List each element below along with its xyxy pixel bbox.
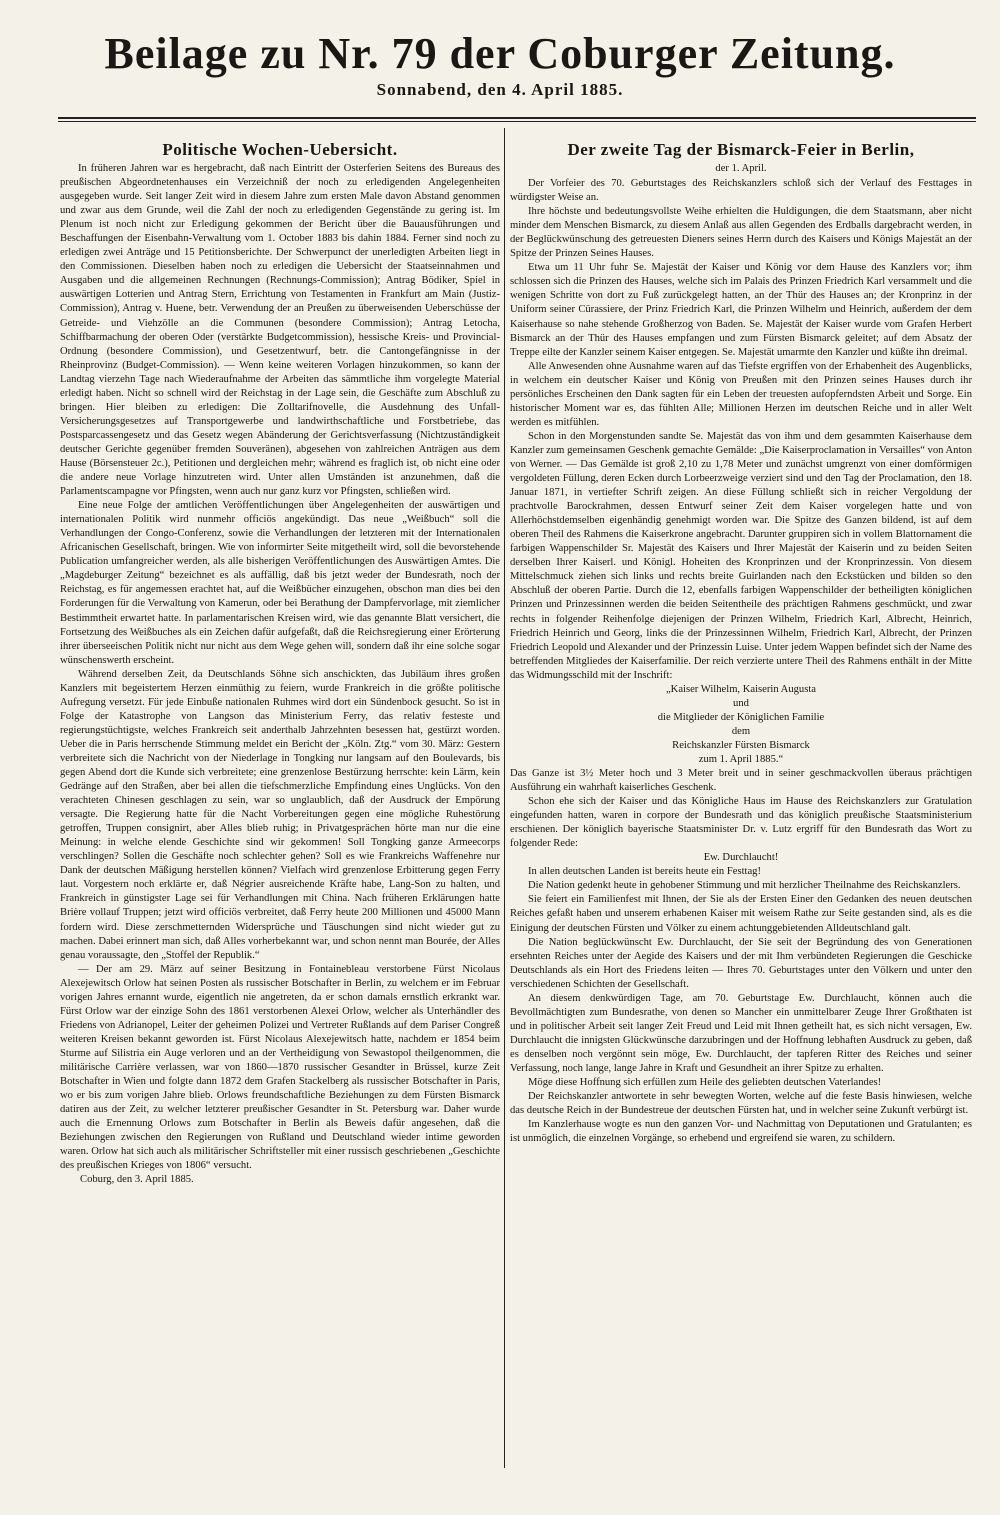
speech-paragraph: Sie feiert ein Familienfest mit Ihnen, der Sie als der Ersten Einer den Gedanken des neuen deutschen Reiches gefaßt haben und unserem erhabenen Kaiser mit weisem Rathe zur Seite gestanden sind, als es die Einigung der deutschen Fürsten und Völker zu einem achtunggebietenden Alldeutschland galt. <box>510 894 972 934</box>
speech-paragraph: In allen deutschen Landen ist bereits heute ein Festtag! <box>528 866 761 878</box>
paragraph: Während derselben Zeit, da Deutschlands Söhne sich anschickten, das Jubiläum ihres großen Kanzlers mit begeistertem Herzen einmüthig zu feiern, wurde Frankreich in die größte politische Aufregung versetzt. Für jede Einbuße nationalen Ruhmes wird dort ein Sündenbock gesucht. So ist in Folge der Katastrophe von Langson das Ministerium Ferry, das relativ festeste und regierungstüchtigste, welches Frankreich seit anderthalb Jahrzehnten besessen hat, gestürzt worden. Ueber die in Paris herrschende Stimmung meldet ein Bericht der „Köln. Ztg.“ vom 30. März: Gestern verbreitete sich die Nachricht von der Niederlage in Tongking nur langsam auf den Boulevards, bis gegen Abend dort die Kunde sich verbreitete; eine grenzenlose Bestürzung herrschte: kein Lärm, kein Gedränge auf den Straßen, aber bei allen die tiefschmerzliche Empfindung eines Unglücks. Von den verachteten Chinesen geschlagen zu sein, war so unglaublich, daß der Ausdruck der Empörung versagte. Die Regierung hatte für die Nacht Vorbereitungen gegen eine mögliche Ruhestörung getroffen, Truppen consignirt, aber Alles blieb ruhig; in Privatgesprächen hörte man nur die eine Meinung: in welche elende Geschichte sind wir gekommen! Soll Tongking ganze Armeecorps verschlingen? Sollen die Geschäfte noch schlechter gehen? Soll es wie Frankreichs Waffenehre nur Dank der deutschen Mäßigung herstellen können? Vielfach wird grenzenlose Erbitterung gegen Ferry laut. Vorgestern noch erklärte er, daß Négrier ausreichende Kräfte habe, Lang-Son zu halten, und Frankreich in günstigster Lage sei für Verhandlungen mit China. Nach früheren Erklärungen hatte Brière vollauf Truppen; jetzt wird officiös verbreitet, daß Ferry heute 200 Millionen und 45000 Mann fordern wird. Diese zerschmetternden Widersprüche und Täuschungen sind nicht wieder gut zu machen. Dabei erinnert man sich, daß Alles vorherbekannt war, und schon nennt man Bourée, der Alles genau voraussagte, den „Stoffel der Republik.“ <box>60 668 500 961</box>
masthead-date: Sonnabend, den 4. April 1885. <box>376 80 624 99</box>
paragraph: Der Reichskanzler antwortete in sehr bewegten Worten, welche auf die feste Basis hinwiesen, welche das deutsche Reich in der Bundestreue der deutschen Fürsten hat, und in welcher seine Zukunft verbürgt ist. <box>510 1091 972 1117</box>
speech-paragraph: An diesem denkwürdigen Tage, am 70. Geburtstage Ew. Durchlaucht, können auch die Bevollmächtigten zum Bundesrathe, von denen so Mancher ein unmittelbarer Zeuge Ihrer Großthaten ist und in politischer Arbeit seit langer Zeit Freud und Leid mit Ihnen getheilt hat, es sich nicht versagen, Ew. Durchlaucht die innigsten Glückwünsche darzubringen und der Hoffnung lebhaften Ausdruck zu geben, daß es denselben noch vergönnt sein möge, Ew. Durchlaucht, der tapferen Ritter des Reiches und seiner Verfassung, noch lange, lange Jahre in Kraft und Gesundheit an ihrer Spitze zu erhalten. <box>510 992 972 1074</box>
speech-paragraph: Die Nation beglückwünscht Ew. Durchlaucht, der Sie seit der Begründung des von Generationen ersehnten Reiches unter der Aegide des Kaisers und der mit Ihm verbündeten Regierungen die Geschicke Deutschlands als ein Hort des Friedens leiten — Ihres 70. Geburtstages unter den Völkern und unter den verschiedenen Schichten der Gesellschaft. <box>510 936 972 990</box>
inscription-line: zum 1. April 1885.“ <box>698 753 784 765</box>
paragraph: Eine neue Folge der amtlichen Veröffentlichungen über Angelegenheiten der auswärtigen und internationalen Politik wird nunmehr officiös angekündigt. Das neue „Weißbuch“ soll die Verhandlungen der Congo-Conferenz, sowie die Verhandlungen der letzteren mit der Internationalen Africanischen Gesellschaft, bringen. Wie von informirter Seite mitgetheilt wird, soll die bevorstehende Publication umfangreicher werden, als alle bisherigen Veröffentlichungen des Auswärtigen Amtes. Die „Magdeburger Zeitung“ bezeichnet es als auffällig, daß bis jetzt weder der Bundesrath, noch der Reichstag, es für angemessen erachtet hat, auf die Weißbücher einzugehen, obschon man dies bei den Forderungen für die Verwaltung von Kamerun, oder bei Berathung der Dampfervorlage, mit ziemlicher Bestimmtheit erwartet hatte. In parlamentarischen Kreisen wird, wie das genannte Blatt versichert, die Fortsetzung des Weißbuches als ein Zeichen dafür aufgefaßt, daß die Reichsregierung einer Erörterung ihrer überseeischen Politik nicht nur nicht aus dem Wege gehen will, sondern daß ihr eine solche sogar wünschenswerth erscheint. <box>60 500 500 666</box>
masthead-rule-thin <box>58 121 976 122</box>
inscription-line: Reichskanzler Fürsten Bismarck <box>672 739 810 751</box>
left-column <box>60 140 500 1465</box>
paragraph: — Der am 29. März auf seiner Besitzung in Fontainebleau verstorbene Fürst Nicolaus Alexejewitsch Orlow hat seinen Posten als russischer Botschafter in Berlin, zu welchem er im Februar vorigen Jahres ernannt wurde, eigentlich nie angetreten, da er schon damals ernstlich erkrankt war. Fürst Orlow war der einzige Sohn des 1861 verstorbenen Alexei Orlow, welcher als Unterhändler des Friedens von Adrianopel, Leiter der geheimen Polizei und Vertreter Rußlands auf dem Pariser Congreß weiteren Kreisen bekannt geworden ist. Fürst Nicolaus Alexejewitsch hatte, nachdem er 1854 beim Sturme auf Silistria ein Auge verloren und an der Vertheidigung von Sewastopol theilgenommen, die militärische Carrière verlassen, war von 1860—1870 russischer Gesandter in Brüssel, kurze Zeit Botschafter in Wien und folgte dann 1872 dem Grafen Stackelberg als russischer Botschafter in Paris, wo er bis zum vorigen Jahre blieb. Orlows freundschaftliche Beziehungen zu dem Fürsten Bismarck datiren aus der Zeit, zu welcher letzterer preußischer Gesandter in St. Petersburg war. Daher wurde auch die Ernennung Orlows zum Botschafter in Berlin als Beweis dafür angesehen, daß die Beziehungen zwischen den Regierungen von Rußland und Deutschland wieder intime geworden waren. Orlow hat sich auch als militärischer Schriftsteller mit einer russisch geschriebenen „Geschichte des preußischen Krieges von 1806“ versucht. <box>60 963 500 1172</box>
inscription-line: dem <box>731 725 751 737</box>
article-heading: Der zweite Tag der Bismarck-Feier in Berlin, <box>567 140 915 159</box>
paragraph: Schon ehe sich der Kaiser und das Königliche Haus im Hause des Reichskanzlers zur Gratulation eingefunden hatten, waren in corpore der Bundesrath und das königlich preußische Staatsministerium erschienen. Der königlich bayerische Staatsminister Dr. v. Lutz ergriff für den Bundesrath das Wort zu folgender Rede: <box>510 796 972 850</box>
paragraph: Der Vorfeier des 70. Geburtstages des Reichskanzlers schloß sich der Verlauf des Festtages in würdigster Weise an. <box>510 178 972 204</box>
paragraph: In früheren Jahren war es hergebracht, daß nach Eintritt der Osterferien Seitens des Bureaus des preußischen Abgeordnetenhauses ein Verzeichniß der noch zu erledigenden Angelegenheiten ausgegeben wurde. Seit langer Zeit wird in diesem Jahre zum ersten Male davon Abstand genommen und zwar aus dem Grunde, weil die Zahl der noch zu erledigenden Gegenstände zu gering ist. Im Plenum ist noch nicht zur Erledigung gekommen der Bericht über die Bauausführungen und Beschaffungen der Eisenbahn-Verwaltung vom 1. October 1883 bis dahin 1884. Ferner sind noch zu erledigen zwei Anträge und 15 Petitionsberichte. Der Schwerpunct der unerledigten Arbeiten liegt in den Commissionen. Dieselben haben noch zu erledigen die Uebersicht der Staatseinnahmen und Ausgaben und die allgemeinen Rechnungen (Rechnungs-Commission); Antrag Bödiker, Spiel in auswärtigen Lotterien und Antrag Stern, Errichtung von Testamenten in Frankfurt am Main (Justiz-Commission), Antrag v. Huene, betr. Verwendung der an Preußen zu überweisenden Ueberschüsse der Getreide- und Viehzölle an die Communen (besondere Commission); Antrag Letocha, Schiffbarmachung der oberen Oder (verstärkte Budgetcommission), hessische Kreis- und Provincial-Ordnung (besondere Commission), und Gesetzentwurf, betr. die Cantongefängnisse in der Rheinprovinz (Budget-Commission). — Wenn keine weiteren Vorlagen hinzukommen, so kann der Landtag vierzehn Tage nach Wiederaufnahme der Arbeiten das sämmtliche ihm vorgelegte Material erledigt haben. Nicht so schnell wird der Reichstag in der Lage sein, die Geschäfte zum Abschluß zu bringen. Hier bleiben zu erledigen: Die Zolltarifnovelle, die Ausdehnung des Unfall-Versicherungsgesetzes auf Transportgewerbe und landwirthschaftliche und Forstbetriebe, das Postsparcassengesetz und das Gesetz wegen Abänderung der Gerichtsverfassung (Nichtzuständigkeit deutscher Gerichte gegenüber fremden Souveränen), abgesehen von zahlreichen Anträgen aus dem Hause (Börsensteuer 2c.), Petitionen und dergleichen mehr; während es fraglich ist, ob nicht eine oder die andere neue Vorlage hinzutreten wird. Unter allen Umständen ist anzunehmen, daß die Parlamentscampagne vor Pfingsten, wenn auch nur ganz kurz vor Pfingsten, schließen wird. <box>60 163 500 498</box>
paragraph: Im Kanzlerhause wogte es nun den ganzen Vor- und Nachmittag von Deputationen und Gratulanten; es ist unmöglich, die einzelnen Vorgänge, so erhebend und ergreifend sie waren, zu schildern. <box>510 1119 972 1145</box>
inscription-line: „Kaiser Wilhelm, Kaiserin Augusta <box>665 683 816 695</box>
paragraph: Ihre höchste und bedeutungsvollste Weihe erhielten die Huldigungen, die dem Staatsmann, aber nicht minder dem Menschen Bismarck, zu diesem Anlaß aus allen Gegenden des Erdballs dargebracht werden, in der Beglückwünschung des getreuesten Dieners seines Herrn durch des Kaisers und Königs Majestät an der Spitze der Prinzen Seines Hauses. <box>510 206 972 260</box>
paragraph: Alle Anwesenden ohne Ausnahme waren auf das Tiefste ergriffen von der Erhabenheit des Augenblicks, in welchem ein deutscher Kaiser und König von Preußen mit den Prinzen seines Hauses durch ihr persönliches Erscheinen den Dank sagten für ein Leben der treuesten aufopferndsten Arbeit und Sorge. Ein historischer Moment war es, das fühlten Alle; Millionen Herzen im deutschen Reiche und in aller Welt werden es mitfühlen. <box>510 360 972 428</box>
paragraph: Schon in den Morgenstunden sandte Se. Majestät das von ihm und dem gesammten Kaiserhause dem Kanzler zum gemeinsamen Geschenk gemachte Gemälde: „Die Kaiserproclamation in Versailles“ von Anton von Werner. — Das Gemälde ist groß 2,10 zu 1,78 Meter und zunächst umgrenzt von einer domförmigen vergoldeten Füllung, deren Ecken durch Lorbeerzweige verziert sind und den Tag der Proclamation, den 18. Januar 1871, in vertiefter Schrift zeigen. An diese Füllung schließt sich in reicher Vergoldung der prachtvolle Barockrahmen, dessen Entwurf seiner Zeit dem Kaiser vorgelegen hatte und von Allerhöchstdemselben eigenhändig genehmigt worden war. Die Spitze des Ganzen bildend, ist auf dem oberen Theil des Rahmens die Kaiserkrone angebracht. Darunter gruppiren sich in vollem Blattornament die farbigen Wappenschilder Sr. Majestät des Kaisers und Ihrer Majestät der Kaiserin und zu beiden Seiten derselben Ihrer Kaiserl. und Königl. Hoheiten des Kronprinzen und der Kronprinzessin. Von diesem Mittelschmuck ziehen sich links und rechts breite Guirlanden nach den Eckstücken und bilden so den Abschluß der oberen Partie. Durch die 12, ebenfalls farbigen Wappenschilder der betheiligten königlichen Prinzen und Prinzessinnen werden die beiden Seitentheile des prächtigen Rahmens geschmückt, und zwar rechts in folgender Reihenfolge diejenigen der Prinzen Wilhelm, Friedrich Karl, Albrecht, Heinrich, Friedrich Heinrich und Georg, links die der Prinzessinnen Wilhelm, Friedrich Karl, Albrecht, der Prinzen Friedrich Leopold und Alexander und der Prinzessin Luise. Unter jedem Wappen befindet sich der Name des betreffenden Mitgliedes der Kaiserfamilie. Der reich verzierte untere Theil des Rahmens enthält in der Mitte das Widmungsschild mit der Inschrift: <box>510 430 972 681</box>
speech-salutation: Ew. Durchlaucht! <box>703 852 779 864</box>
column-divider <box>504 128 505 1468</box>
inscription-line: und <box>733 697 749 709</box>
masthead-rule <box>58 117 976 119</box>
paragraph: Etwa um 11 Uhr fuhr Se. Majestät der Kaiser und König vor dem Hause des Kanzlers vor; ihm schlossen sich die Prinzen des Hauses, welche sich im Palais des Prinzen Friedrich Karl versammelt und die wenigen Schritte von dort zu Fuß zurückgelegt hatten, an der Thür des Hauses an; der Kronprinz in der Uniform seiner Cürassiere, der Prinz Friedrich Karl, die Prinzen Wilhelm und Heinrich, außerdem der dem Kaiserhause so nahe stehende Großherzog von Baden. Se. Majestät der Kaiser wurde vom Grafen Herbert Bismarck an der Thür des Hauses empfangen und zum Fürsten Bismarck geleitet; auf dem Absatz der Treppe eilte der Kanzler seinem Kaiser entgegen. Se. Majestät umarmte den Kanzler und küßte ihn dreimal. <box>510 262 972 358</box>
article-signature: Coburg, den 3. April 1885. <box>80 1174 194 1186</box>
speech-paragraph: Die Nation gedenkt heute in gehobener Stimmung und mit herzlicher Theilnahme des Reichskanzlers. <box>528 880 961 892</box>
paragraph: Das Ganze ist 3½ Meter hoch und 3 Meter breit und in seiner geschmackvollen überaus prächtigen Ausführung ein wahrhaft kaiserliches Geschenk. <box>510 768 972 794</box>
masthead-title: Beilage zu Nr. 79 der Coburger Zeitung. <box>104 29 896 78</box>
speech-paragraph: Möge diese Hoffnung sich erfüllen zum Heile des geliebten deutschen Vaterlandes! <box>528 1077 882 1089</box>
right-column <box>510 140 972 1465</box>
inscription-line: die Mitglieder der Königlichen Familie <box>657 711 825 723</box>
article-heading: Politische Wochen-Uebersicht. <box>162 140 398 159</box>
article-subheading: der 1. April. <box>715 163 767 174</box>
